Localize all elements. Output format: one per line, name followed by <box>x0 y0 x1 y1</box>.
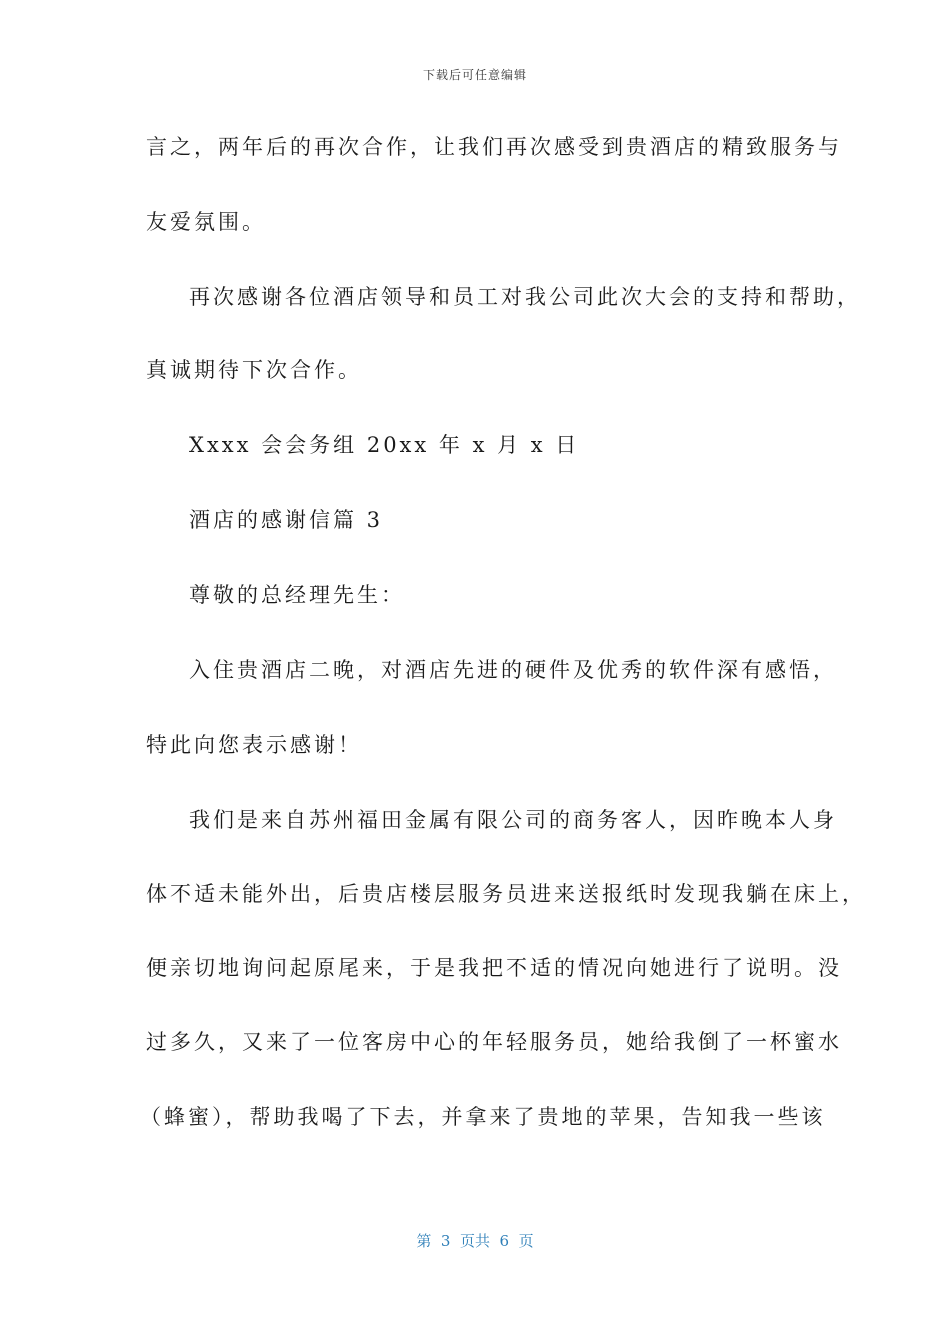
body-line: 入住贵酒店二晚，对酒店先进的硬件及优秀的软件深有感悟， <box>189 658 837 682</box>
body-line: 特此向您表示感谢！ <box>146 733 362 757</box>
body-line: 我们是来自苏州福田金属有限公司的商务客人，因昨晚本人身 <box>189 808 837 832</box>
body-line: 友爱氛围。 <box>146 210 266 234</box>
body-line: 再次感谢各位酒店领导和员工对我公司此次大会的支持和帮助， <box>189 285 861 309</box>
body-line: （蜂蜜），帮助我喝了下去，并拿来了贵地的苹果，告知我一些该 <box>140 1105 826 1129</box>
body-line: 体不适未能外出，后贵店楼层服务员进来送报纸时发现我躺在床上， <box>146 882 866 906</box>
body-line: 真诚期待下次合作。 <box>146 358 362 382</box>
signature-line: Xxxx 会会务组 20xx 年 x 月 x 日 <box>189 433 580 457</box>
body-line: 言之，两年后的再次合作，让我们再次感受到贵酒店的精致服务与 <box>146 135 842 159</box>
body-line: 过多久，又来了一位客房中心的年轻服务员，她给我倒了一杯蜜水 <box>146 1030 842 1054</box>
section-heading: 酒店的感谢信篇 3 <box>189 508 384 532</box>
salutation: 尊敬的总经理先生： <box>189 583 405 607</box>
page-header: 下载后可任意编辑 <box>422 68 527 82</box>
body-line: 便亲切地询问起原尾来，于是我把不适的情况向她进行了说明。没 <box>146 956 842 980</box>
page-footer: 第 3 页共 6 页 <box>416 1232 534 1250</box>
